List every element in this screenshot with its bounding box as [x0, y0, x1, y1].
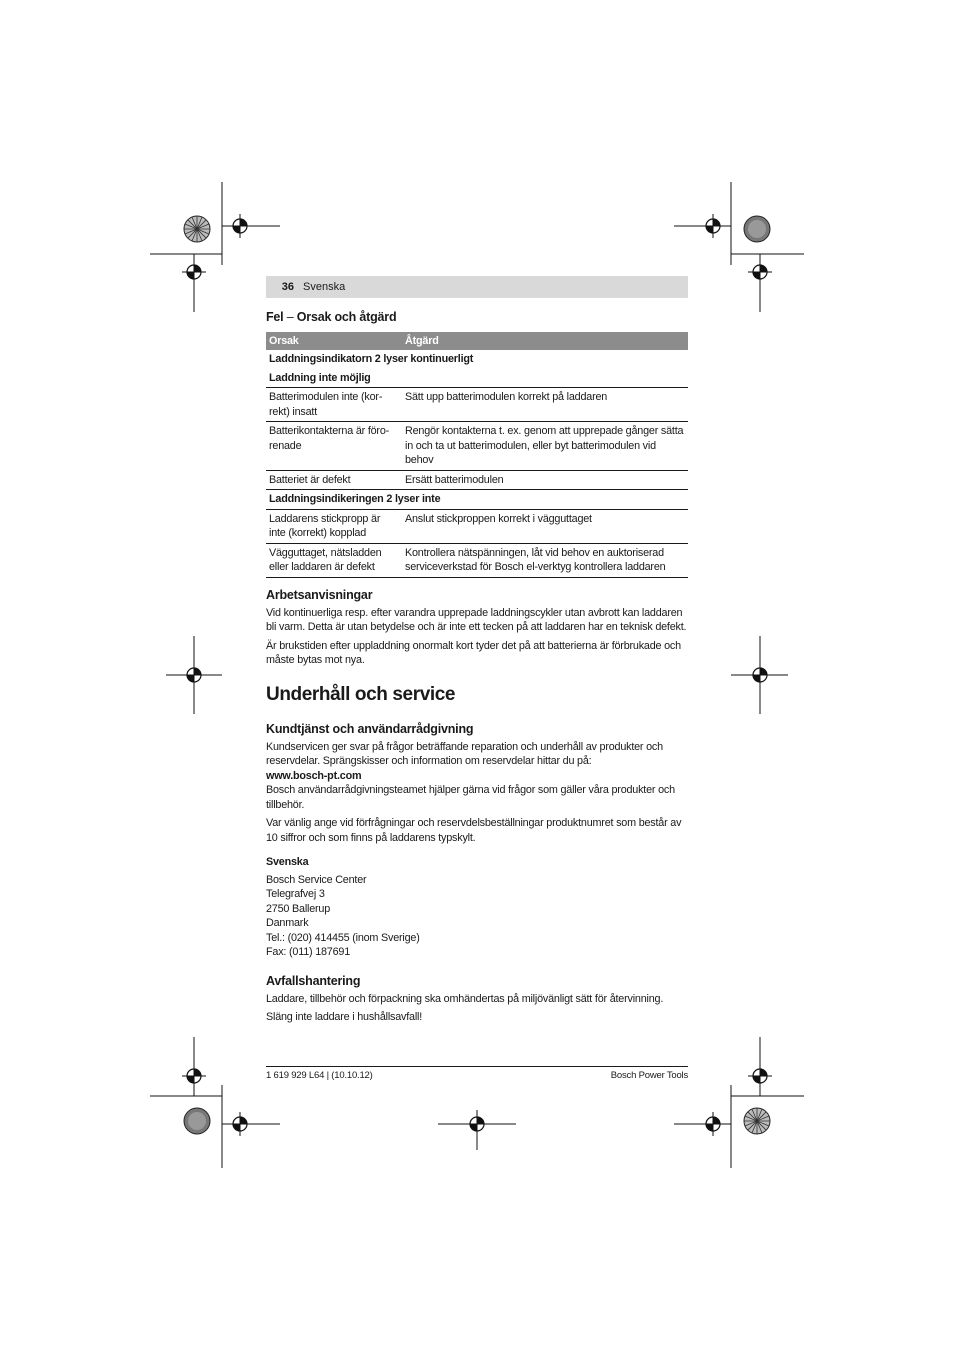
footer-doc-number: 1 619 929 L64 | (10.10.12)	[266, 1070, 373, 1081]
group-heading: Laddningsindikatorn 2 lyser kontinuerligt	[269, 353, 474, 365]
action-cell: Rengör kontakterna t. ex. genom att upprepade gånger sätta in och ta ut batterimodulen, eller byt batterimodulen vid behov	[402, 422, 688, 471]
customer-paragraph: Bosch användarrådgivningsteamet hjälper gärna vid frågor som gäller våra produkter och tillbehör.	[266, 784, 675, 811]
address-line: Tel.: (020) 414455 (inom Sverige)	[266, 931, 420, 944]
address-line: Telegrafvej 3	[266, 888, 325, 900]
country-heading: Svenska	[266, 856, 309, 868]
page-language: Svenska	[303, 281, 346, 293]
table-row	[266, 543, 688, 577]
disposal-paragraph: Laddare, tillbehör och förpackning ska omhändertas på miljövänligt sätt för återvinning.	[266, 992, 664, 1005]
table-row	[266, 509, 688, 543]
customer-paragraph: Kundservicen ger svar på frågor beträffande reparation och underhåll av produkter och reservdelar. Sprängskisser och information om reservdelar hittar du på:	[266, 740, 663, 767]
fault-section-title	[266, 310, 688, 324]
column-header-cause: Orsak	[266, 332, 402, 350]
disposal-paragraph: Släng inte laddare i hushållsavfall!	[266, 1011, 423, 1023]
address-line: Danmark	[266, 917, 309, 929]
fault-title-b: Orsak och åtgärd	[296, 310, 397, 324]
work-instructions-title: Arbetsanvisningar	[266, 587, 373, 602]
table-row	[266, 388, 688, 422]
group-heading: Laddningsindikeringen 2 lyser inte	[266, 490, 688, 510]
table-row	[266, 470, 688, 490]
customer-paragraph: Var vänlig ange vid förfrågningar och reservdelsbeställningar produktnumret som består av 10 siffror och som finns på laddarens typskylt.	[266, 817, 682, 844]
address-line: Bosch Service Center	[266, 873, 367, 886]
cause-cell: Batterikontakterna är föro-renade	[266, 422, 402, 471]
cause-cell: Laddarens stickpropp är inte (korrekt) kopplad	[266, 509, 402, 543]
group-subheading: Laddning inte möjlig	[266, 369, 688, 388]
footer-brand: Bosch Power Tools	[610, 1070, 688, 1081]
address-line: Fax: (011) 187691	[266, 946, 351, 958]
customer-service-title: Kundtjänst och användarrådgivning	[266, 721, 474, 736]
work-paragraph: Vid kontinuerliga resp. efter varandra upprepade laddningscykler utan avbrott kan laddaren bli varm. Detta är utan betydelse och är inte ett tecken på att laddaren har en teknisk defekt.	[266, 606, 687, 633]
bosch-link[interactable]: www.bosch-pt.com	[266, 769, 362, 782]
page-number: 36	[281, 281, 294, 293]
page-header	[266, 276, 688, 298]
action-cell: Kontrollera nätspänningen, låt vid behov en auktoriserad serviceverkstad för Bosch el-verktyg kontrollera laddaren	[402, 543, 688, 577]
service-address	[266, 873, 688, 960]
maintenance-title: Underhåll och service	[266, 683, 456, 705]
cause-cell: Batteriet är defekt	[266, 470, 402, 490]
address-line: 2750 Ballerup	[266, 902, 331, 915]
table-row	[266, 422, 688, 471]
action-cell: Sätt upp batterimodulen korrekt på laddaren	[402, 388, 688, 422]
page-footer	[266, 1066, 688, 1081]
fault-table	[266, 332, 688, 578]
cause-cell: Vägguttaget, nätsladden eller laddaren är defekt	[266, 543, 402, 577]
column-header-action: Åtgärd	[402, 332, 688, 350]
cause-cell: Batterimodulen inte (kor-rekt) insatt	[266, 388, 402, 422]
fault-title-a: Fel	[266, 310, 284, 324]
fault-title-dash: –	[283, 310, 297, 324]
page-content	[266, 276, 688, 1029]
action-cell: Anslut stickproppen korrekt i vägguttaget	[402, 509, 688, 543]
work-paragraph: Är brukstiden efter uppladdning onormalt kort tyder det på att batterierna är förbrukade och måste bytas mot nya.	[266, 639, 681, 666]
disposal-title: Avfallshantering	[266, 973, 361, 988]
action-cell: Ersätt batterimodulen	[402, 470, 688, 490]
